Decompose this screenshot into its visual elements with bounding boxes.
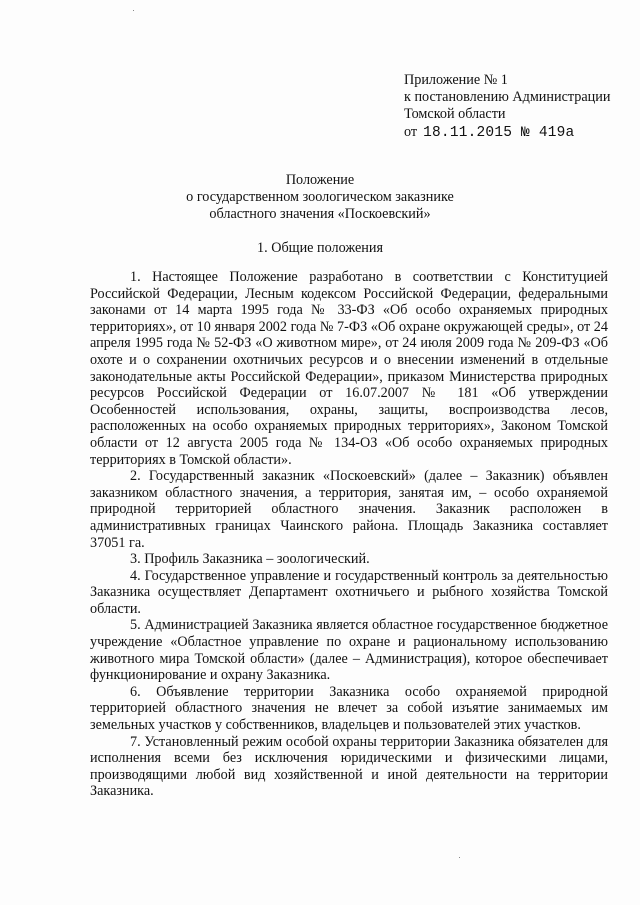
title-line-1: Положение <box>285 172 355 188</box>
date-value: 18.11.2015 № 419а <box>423 125 575 141</box>
appendix-number: Приложение № 1 <box>404 72 508 88</box>
paragraph-1: 1. Настоящее Положение разработано в соответствии с Конституцией Российской Федерации, Лесным кодексом Российской Федерации, федеральными законами от 14 марта 1995 года № 33-ФЗ «Об особо охраняемых природных территориях», от 10 января 2002 года № 7-ФЗ «Об охране окружающей среды», от 24 апреля 1995 года № 52-ФЗ «О животном мире», от 24 июля 2009 года № 209-ФЗ «Об охоте и о сохранении охотничьих ресурсов и о внесении изменений в отдельные законодательные акты Российской Федерации», приказом Министерства природных ресурсов Российской Федерации от 16.07.2007 № 181 «Об утверждении Особенностей использования, охраны, защиты, воспроизводства лесов, расположенных на особо охраняемых природных территориях», Законом Томской области от 12 августа 2005 года № 134-ОЗ «Об особо охраняемых природных территориях в Томской области». <box>90 269 608 468</box>
paragraph-4: 4. Государственное управление и государственный контроль за деятельностью Заказника осуществляет Департамент охотничьего и рыбного хозяйства Томской области. <box>90 567 608 617</box>
appendix-date-line <box>404 124 629 142</box>
appendix-block <box>404 72 629 142</box>
section-heading: 1. Общие положения <box>257 240 383 256</box>
document-title <box>120 172 520 223</box>
paragraph-7: 7. Установленный режим особой охраны территории Заказника обязателен для исполнения всеми без исключения юридическими и физическими лицами, производящими любой вид хозяйственной и иной деятельности на территории Заказника. <box>90 733 608 800</box>
title-line-2: о государственном зоологическом заказнике <box>186 189 454 205</box>
title-line-3: областного значения «Поскоевский» <box>209 206 431 222</box>
date-prefix: от <box>404 124 418 140</box>
paragraph-3: 3. Профиль Заказника – зоологический. <box>130 551 370 568</box>
paragraph-6: 6. Объявление территории Заказника особо охраняемой природной территорией областного значения не влечет за собой изъятие занимаемых им земельных участков у собственников, владельцев и пользователей этих участков. <box>90 683 608 734</box>
appendix-reference: к постановлению Администрации <box>404 89 611 105</box>
paragraph-5: 5. Администрацией Заказника является областное государственное бюджетное учреждение «Областное управление по охране и рациональному использованию животного мира Томской области» (далее – Администрация), которое обеспечивает функционирование и охрану Заказника. <box>90 617 608 684</box>
paragraph-2: 2. Государственный заказник «Поскоевский» (далее – Заказник) объявлен заказником областного значения, а территория, занятая им, – особо охраняемой природной территорией областного значения. Заказник расположен в административных границах Чаинского района. Площадь Заказника составляет 37051 га. <box>90 468 608 551</box>
scan-speck <box>133 10 134 11</box>
appendix-region: Томской области <box>404 106 506 122</box>
body-text <box>90 269 608 800</box>
scan-speck <box>459 857 460 858</box>
